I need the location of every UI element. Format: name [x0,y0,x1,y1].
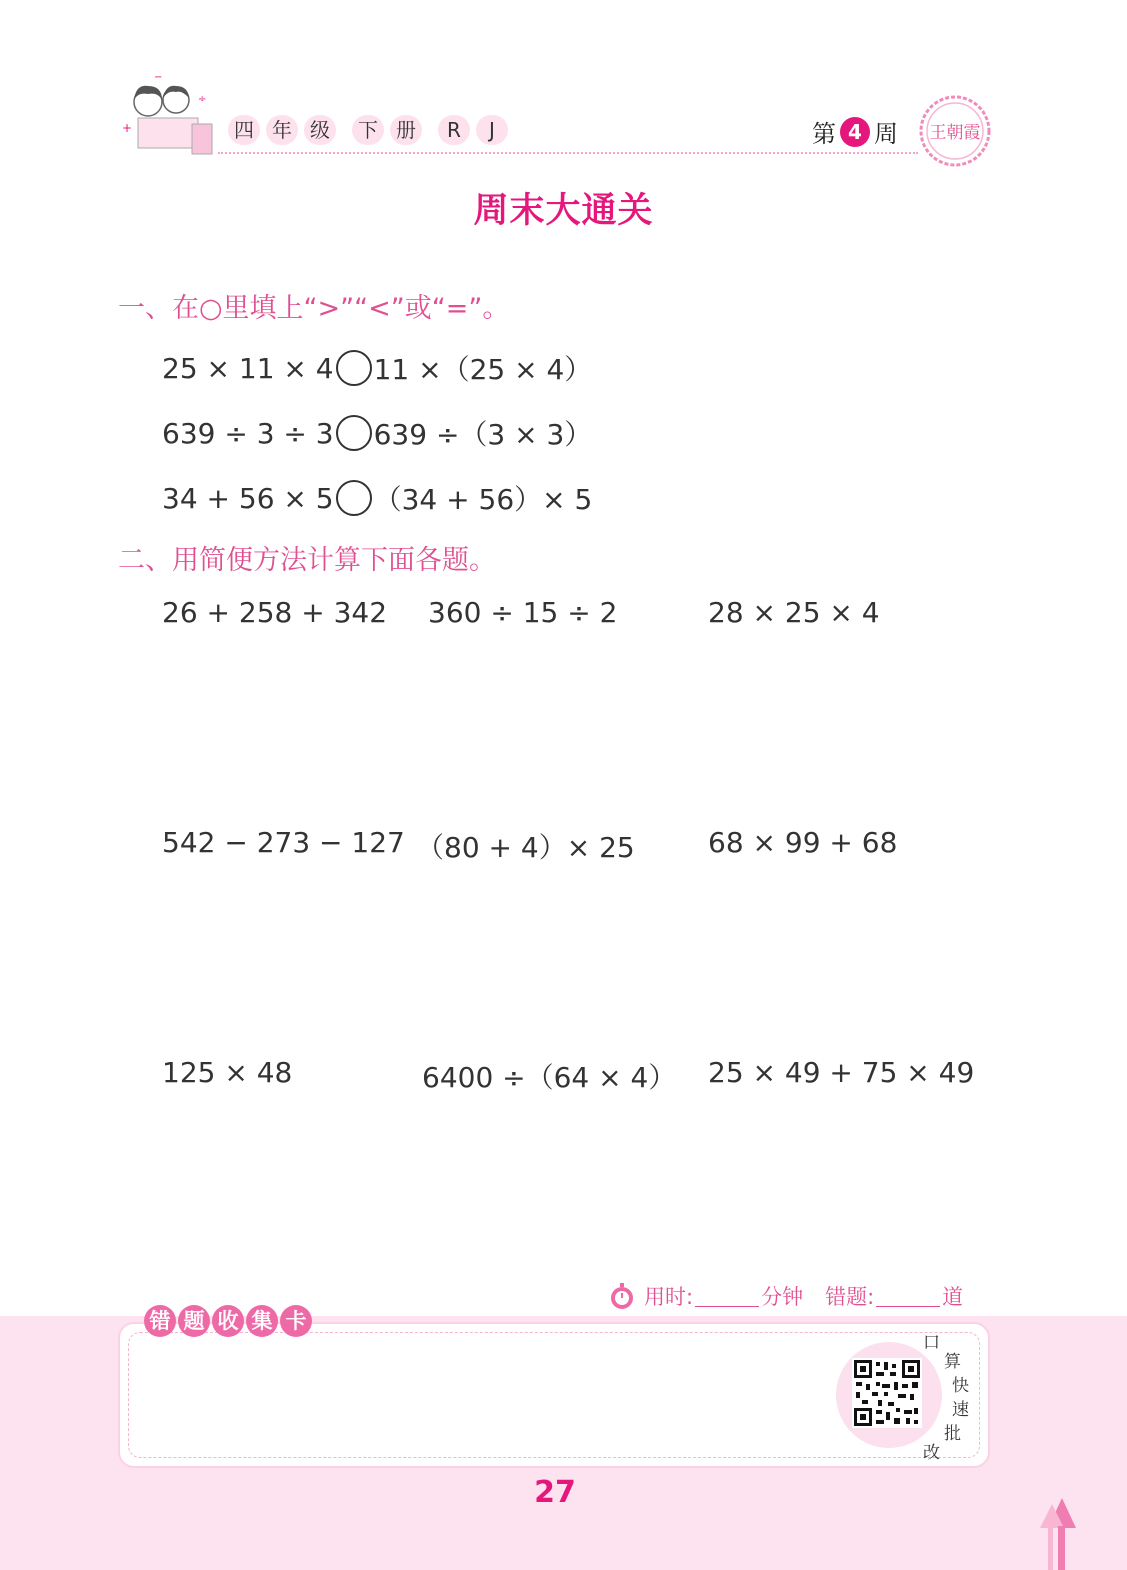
header-divider [218,152,918,154]
svg-text:−: − [154,72,163,83]
problem: 360 ÷ 15 ÷ 2 [428,596,618,629]
grade-char: 下 [352,115,384,145]
problem: 68 × 99 + 68 [708,826,898,859]
errors-blank[interactable] [876,1286,940,1307]
week-suffix: 周 [874,120,898,148]
svg-text:+: + [122,121,133,135]
compare-row [162,348,592,388]
week-prefix: 第 [812,120,836,148]
grade-char: 年 [266,115,298,145]
compare-row [162,413,592,453]
author-seal [916,92,994,170]
time-label: 用时: [644,1285,694,1309]
problem: 26 + 258 + 342 [162,596,388,629]
grade-char: 级 [304,115,336,145]
compare-left: 25 × 11 × 4 [162,351,334,385]
page-title: 周末大通关 [473,191,654,231]
answer-circle[interactable] [336,480,372,516]
problem: 542 − 273 − 127 [162,826,405,859]
card-title-char: 题 [178,1305,210,1337]
problem: 125 × 48 [162,1056,293,1089]
qr-label-char: 口 [923,1333,940,1353]
compare-left: 639 ÷ 3 ÷ 3 [162,416,334,450]
kids-illustration [118,72,218,160]
grade-gap [428,115,432,145]
svg-text:王朝霞: 王朝霞 [929,123,981,143]
qr-label-char: 快 [952,1376,969,1396]
card-title-char: 卡 [280,1305,312,1337]
compare-right: 639 ÷（3 × 3） [373,418,593,451]
page-number: 27 [534,1475,576,1510]
mistake-card-title [144,1305,312,1337]
section2-heading: 二、用简便方法计算下面各题。 [118,545,496,576]
qr-code[interactable] [852,1358,922,1428]
section1-heading: 一、在○里填上“>”“<”或“=”。 [118,293,510,324]
svg-text:÷: ÷ [198,94,207,105]
time-blank[interactable] [695,1286,759,1307]
week-label [812,114,898,149]
grade-gap [342,115,346,145]
qr-label-char: 速 [952,1400,969,1420]
timing-record [608,1281,963,1311]
compare-right: （34 + 56）× 5 [373,483,593,516]
grade-char: J [476,115,508,145]
up-arrow-icon [1040,1498,1076,1570]
compare-left: 34 + 56 × 5 [162,481,334,515]
errors-unit: 道 [942,1285,964,1309]
problem: 28 × 25 × 4 [708,596,880,629]
grade-char: 四 [228,115,260,145]
answer-circle[interactable] [336,415,372,451]
card-title-char: 错 [144,1305,176,1337]
problem: （80 + 4）× 25 [416,831,635,864]
card-title-char: 收 [212,1305,244,1337]
qr-label-char: 批 [944,1424,961,1444]
stopwatch-icon [608,1282,636,1310]
problem: 6400 ÷（64 × 4） [422,1061,677,1094]
answer-circle[interactable] [336,350,372,386]
qr-label-char: 改 [923,1443,940,1463]
compare-row [162,478,592,518]
week-number: 4 [840,117,870,147]
time-unit: 分钟 [761,1285,804,1309]
compare-right: 11 ×（25 × 4） [373,353,593,386]
grade-char: R [438,115,470,145]
errors-label: 错题: [825,1285,875,1309]
grade-label [228,115,508,145]
problem: 25 × 49 + 75 × 49 [708,1056,975,1089]
grade-char: 册 [390,115,422,145]
card-title-char: 集 [246,1305,278,1337]
qr-label-char: 算 [944,1352,961,1372]
